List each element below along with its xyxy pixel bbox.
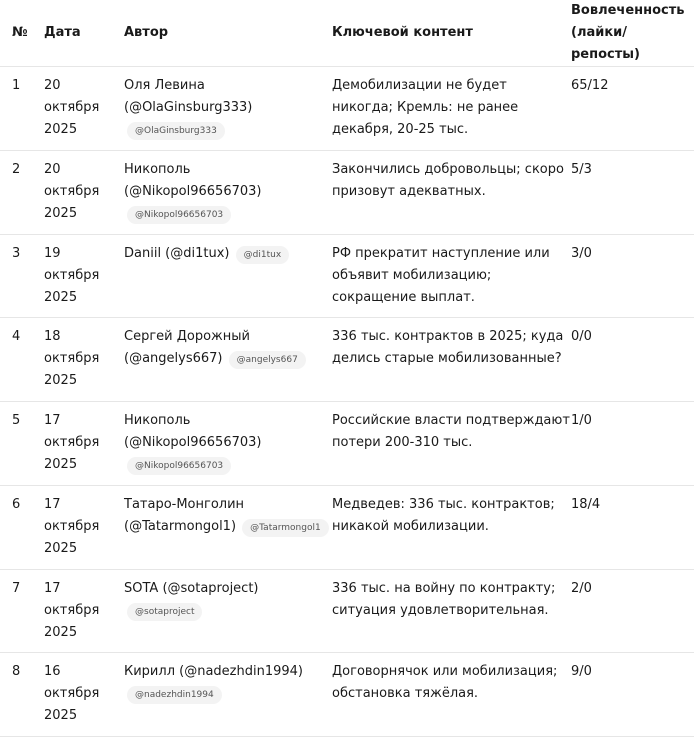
row-content: Закончились добровольцы; скоро призовут адекватных. (332, 162, 564, 199)
row-engagement: 1/0 (571, 413, 592, 428)
date-year: 2025 (44, 122, 78, 137)
row-author (124, 235, 332, 318)
row-date (44, 653, 124, 737)
author-name: Оля Левина (@OlaGinsburg333) (124, 78, 253, 115)
date-year: 2025 (44, 206, 78, 221)
header-engagement-line1: Вовлеченность (571, 3, 685, 18)
row-content: Медведев: 336 тыс. контрактов; никакой мобилизации. (332, 497, 555, 534)
author-name: Сергей Дорожный (@angelys667) (124, 329, 250, 366)
header-row (0, 0, 694, 67)
author-name: Никополь (@Nikopol96656703) (124, 413, 262, 450)
table-row (0, 653, 694, 737)
row-num: 6 (12, 497, 21, 512)
date-year: 2025 (44, 290, 78, 305)
date-day: 20 (44, 162, 61, 177)
date-year: 2025 (44, 708, 78, 723)
date-day: 19 (44, 246, 61, 261)
row-date (44, 151, 124, 235)
date-day: 17 (44, 581, 61, 596)
row-num: 1 (12, 78, 21, 93)
author-name: Никополь (@Nikopol96656703) (124, 162, 262, 199)
table-row (0, 486, 694, 570)
row-date (44, 486, 124, 570)
table-header (0, 0, 694, 67)
date-day: 16 (44, 664, 61, 679)
row-num: 2 (12, 162, 21, 177)
header-author: Автор (124, 25, 169, 40)
date-day: 20 (44, 78, 61, 93)
row-content: Договорнячок или мобилизация; обстановка тяжёлая. (332, 664, 558, 701)
date-month: октября (44, 435, 100, 450)
date-month: октября (44, 184, 100, 199)
row-content: РФ прекратит наступление или объявит мобилизацию; сокращение выплат. (332, 246, 550, 305)
row-author (124, 486, 332, 570)
row-author (124, 151, 332, 235)
header-content: Ключевой контент (332, 25, 473, 40)
header-engagement (571, 0, 694, 67)
author-handle-chip[interactable]: @angelys667 (229, 351, 306, 369)
row-engagement: 3/0 (571, 246, 592, 261)
row-engagement: 2/0 (571, 581, 592, 596)
table-row (0, 235, 694, 318)
date-day: 18 (44, 329, 61, 344)
row-content: 336 тыс. на войну по контракту; ситуация удовлетворительная. (332, 581, 556, 618)
date-year: 2025 (44, 625, 78, 640)
table-body (0, 67, 694, 737)
date-year: 2025 (44, 541, 78, 556)
table-row (0, 402, 694, 486)
table-row (0, 318, 694, 402)
table-row (0, 570, 694, 653)
row-engagement: 9/0 (571, 664, 592, 679)
row-date (44, 67, 124, 151)
row-content: 336 тыс. контрактов в 2025; куда делись старые мобилизованные? (332, 329, 564, 366)
row-date (44, 235, 124, 318)
author-name: SOTA (@sotaproject) (124, 581, 259, 596)
author-handle-chip[interactable]: @Tatarmongol1 (242, 519, 329, 537)
row-author (124, 570, 332, 653)
author-name: Daniil (@di1tux) (124, 246, 230, 261)
row-date (44, 318, 124, 402)
header-date: Дата (44, 25, 81, 40)
row-author (124, 402, 332, 486)
row-num: 4 (12, 329, 21, 344)
row-engagement: 0/0 (571, 329, 592, 344)
author-handle-chip[interactable]: @di1tux (236, 246, 290, 264)
date-month: октября (44, 351, 100, 366)
date-month: октября (44, 603, 100, 618)
table-row (0, 151, 694, 235)
date-month: октября (44, 100, 100, 115)
row-content: Демобилизации не будет никогда; Кремль: не ранее декабря, 20-25 тыс. (332, 78, 519, 137)
author-handle-chip[interactable]: @sotaproject (127, 603, 202, 621)
date-day: 17 (44, 497, 61, 512)
date-month: октября (44, 519, 100, 534)
row-engagement: 18/4 (571, 497, 601, 512)
author-name: Кирилл (@nadezhdin1994) (124, 664, 303, 679)
row-engagement: 5/3 (571, 162, 592, 177)
row-date (44, 570, 124, 653)
row-num: 7 (12, 581, 21, 596)
header-num: № (12, 25, 28, 40)
row-author (124, 653, 332, 737)
row-num: 8 (12, 664, 21, 679)
date-month: октября (44, 686, 100, 701)
table-row (0, 67, 694, 151)
row-engagement: 65/12 (571, 78, 609, 93)
row-content: Российские власти подтверждают потери 200-310 тыс. (332, 413, 570, 450)
row-author (124, 318, 332, 402)
date-day: 17 (44, 413, 61, 428)
date-month: октября (44, 268, 100, 283)
date-year: 2025 (44, 373, 78, 388)
row-date (44, 402, 124, 486)
row-num: 5 (12, 413, 21, 428)
author-name: Татаро-Монголин (@Tatarmongol1) (124, 497, 245, 534)
author-handle-chip[interactable]: @OlaGinsburg333 (127, 122, 225, 140)
author-handle-chip[interactable]: @nadezhdin1994 (127, 686, 222, 704)
author-handle-chip[interactable]: @Nikopol96656703 (127, 206, 231, 224)
date-year: 2025 (44, 457, 78, 472)
row-author (124, 67, 332, 151)
header-engagement-line2: (лайки/репосты) (571, 25, 640, 62)
row-num: 3 (12, 246, 21, 261)
author-handle-chip[interactable]: @Nikopol96656703 (127, 457, 231, 475)
